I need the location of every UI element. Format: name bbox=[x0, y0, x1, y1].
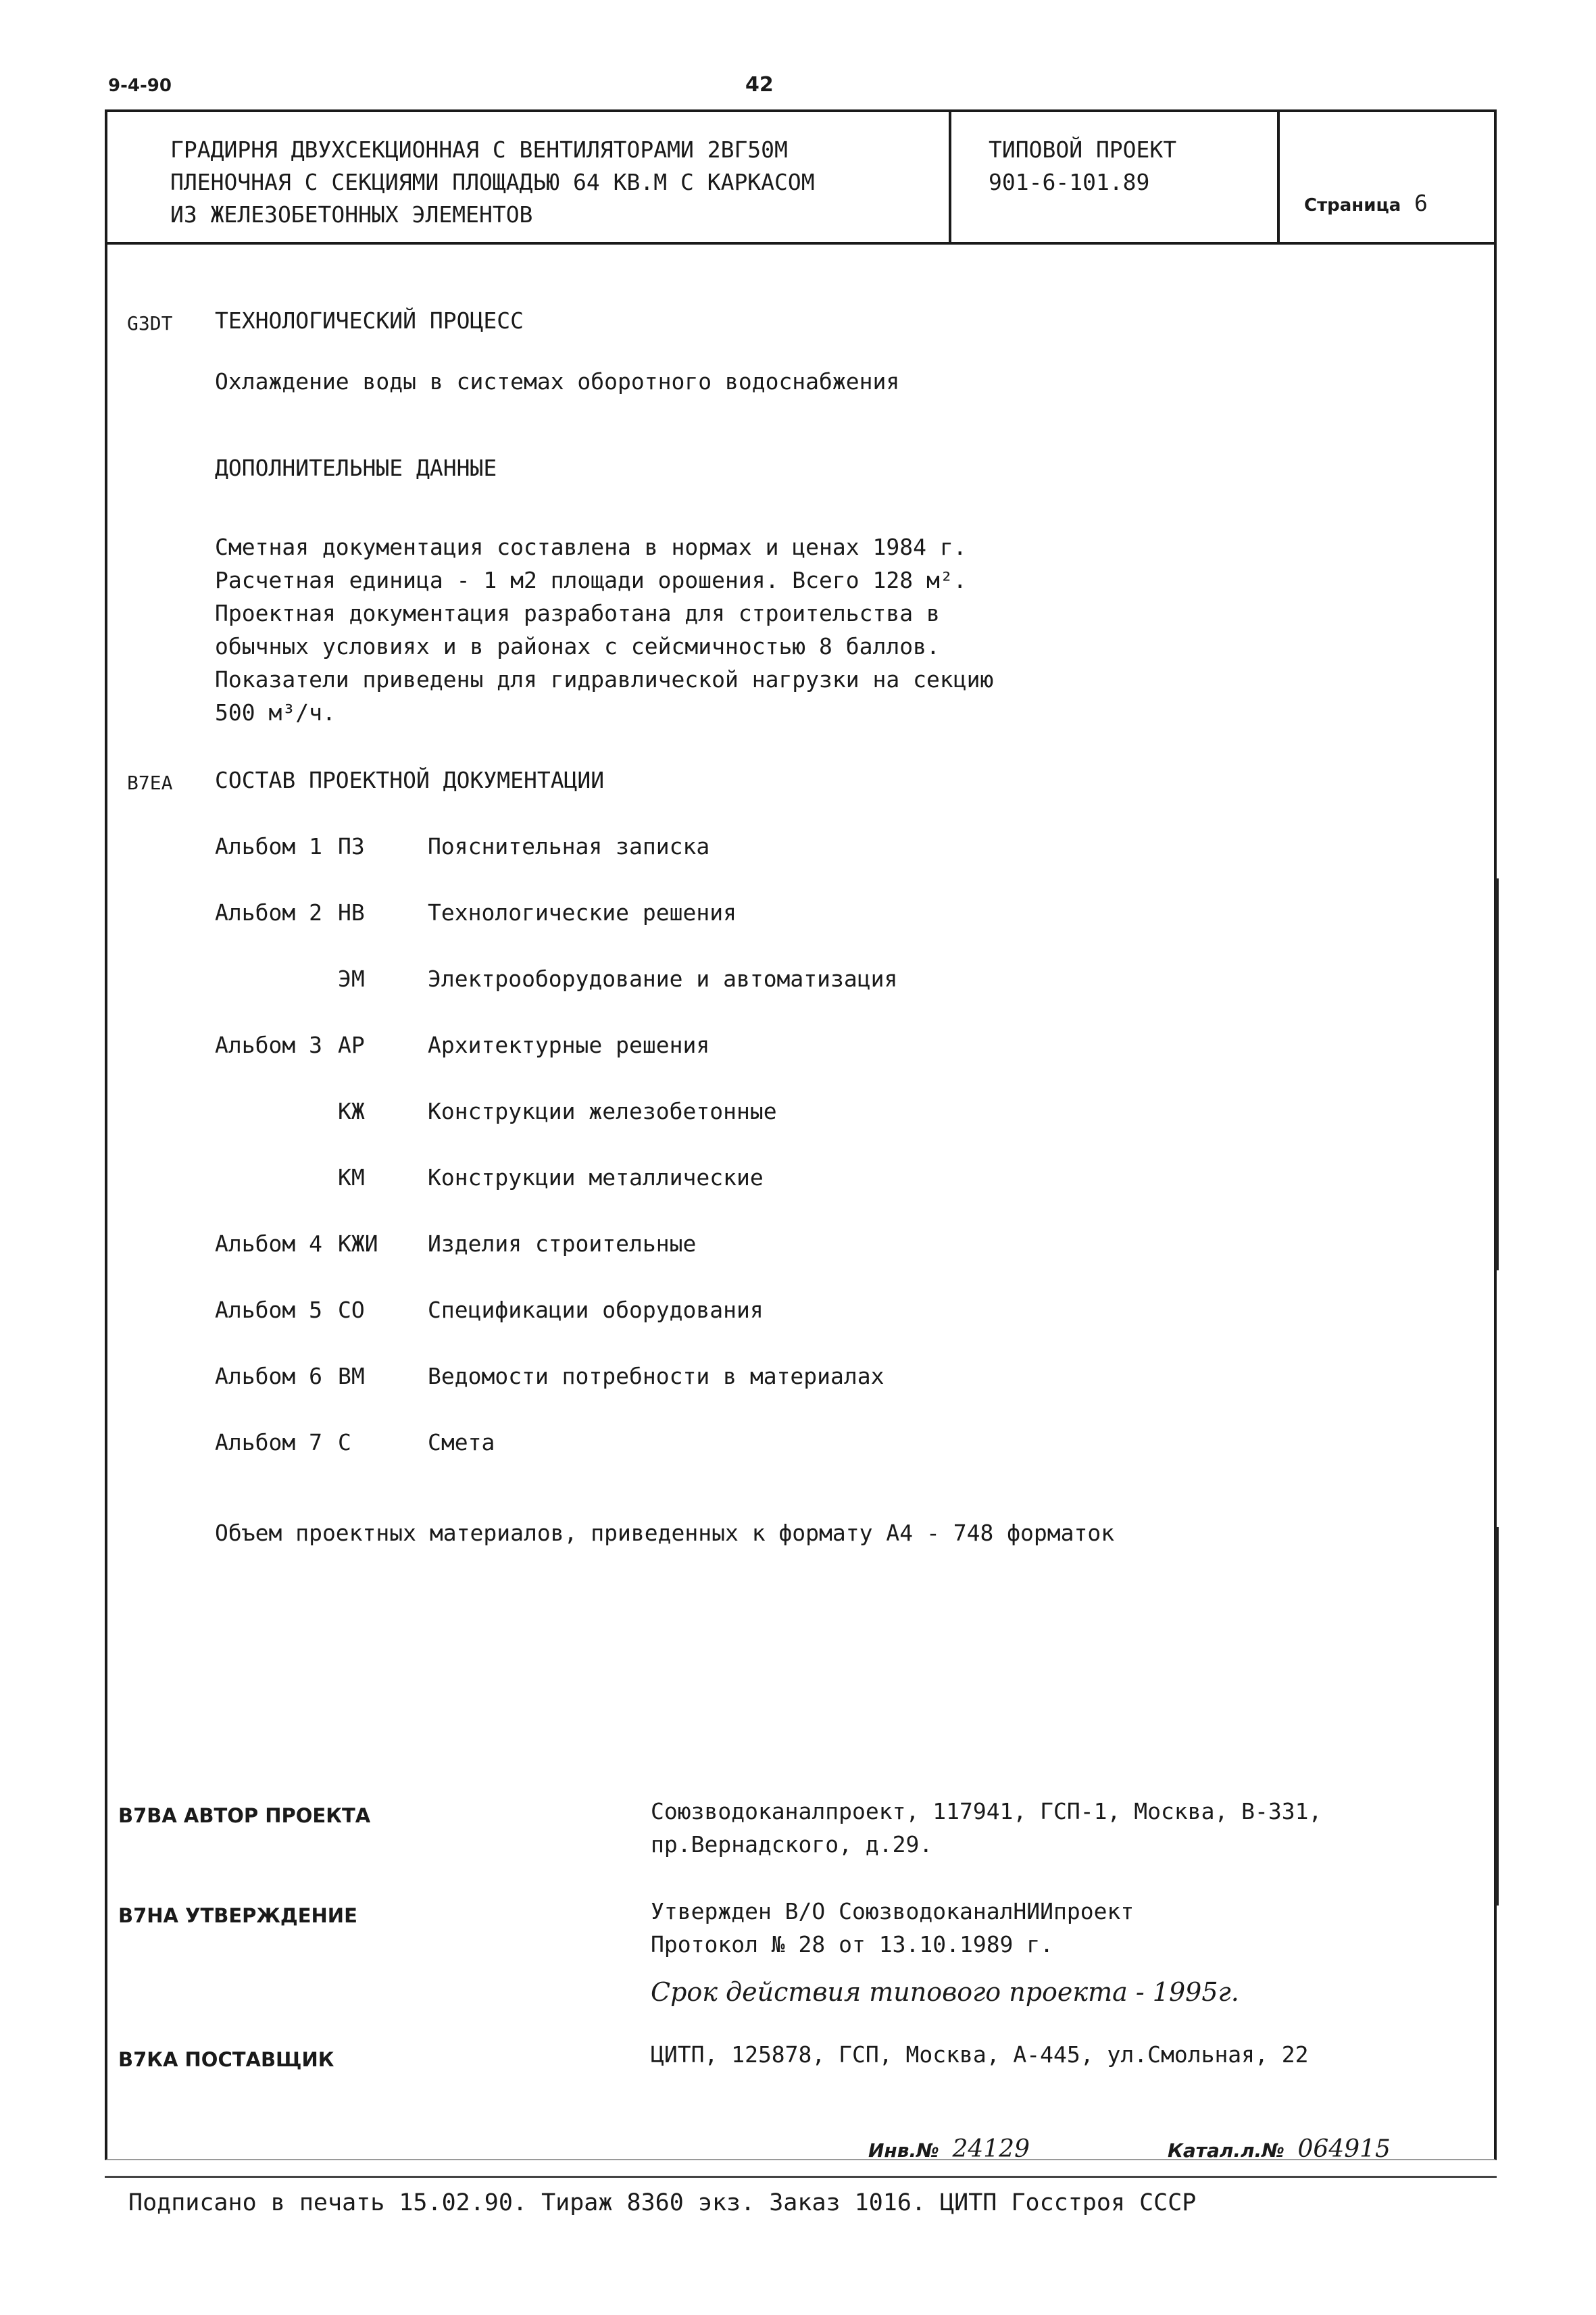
page-indicator bbox=[1304, 186, 1428, 220]
header-title bbox=[170, 134, 815, 231]
text-line: Расчетная единица - 1 м2 площади орошения. Всего 128 м². bbox=[215, 567, 967, 593]
album-name: Альбом 6 bbox=[215, 1363, 322, 1389]
album-title: Архитектурные решения bbox=[428, 1032, 710, 1058]
text-line: обычных условиях и в районах с сейсмичностью 8 баллов. bbox=[215, 633, 940, 659]
section-heading: СОСТАВ ПРОЕКТНОЙ ДОКУМЕНТАЦИИ bbox=[215, 767, 605, 793]
validity-note: Срок действия типового проекта - 1995г. bbox=[651, 1977, 1239, 2007]
album-code: АР bbox=[338, 1032, 365, 1058]
section-code: G3DT bbox=[127, 312, 173, 334]
supplier-text: ЦИТП, 125878, ГСП, Москва, А-445, ул.Смольная, 22 bbox=[651, 2041, 1309, 2068]
margin-mark bbox=[1495, 878, 1499, 1270]
text-line: Протокол № 28 от 13.10.1989 г. bbox=[651, 1931, 1054, 1958]
page-value: 6 bbox=[1414, 190, 1428, 216]
album-code: С bbox=[338, 1429, 351, 1455]
album-title: Ведомости потребности в материалах bbox=[428, 1363, 884, 1389]
inventory-value: 24129 bbox=[952, 2135, 1030, 2163]
album-name: Альбом 3 bbox=[215, 1032, 322, 1058]
print-date: 9-4-90 bbox=[108, 76, 172, 96]
header-title-line: ГРАДИРНЯ ДВУХСЕКЦИОННАЯ С ВЕНТИЛЯТОРАМИ 2ВГ50М bbox=[170, 136, 788, 163]
header-title-line: ПЛЕНОЧНАЯ С СЕКЦИЯМИ ПЛОЩАДЬЮ 64 КВ.М С КАРКАСОМ bbox=[170, 169, 815, 195]
supplier-label: В7КА ПОСТАВЩИК bbox=[118, 2048, 334, 2071]
catalog-number bbox=[1168, 2135, 1391, 2163]
text-line: Проектная документация разработана для строительства в bbox=[215, 600, 940, 626]
project-id bbox=[989, 134, 1176, 199]
section-heading: ТЕХНОЛОГИЧЕСКИЙ ПРОЦЕСС bbox=[215, 307, 524, 334]
album-title: Конструкции железобетонные bbox=[428, 1098, 777, 1124]
documentation-volume: Объем проектных материалов, приведенных к формату А4 - 748 форматок bbox=[215, 1520, 1115, 1546]
album-code: КЖИ bbox=[338, 1230, 378, 1257]
print-info: Подписано в печать 15.02.90. Тираж 8360 экз. Заказ 1016. ЦИТП Госстроя СССР bbox=[128, 2189, 1197, 2216]
album-title: Технологические решения bbox=[428, 899, 737, 926]
album-code: СО bbox=[338, 1297, 365, 1323]
catalog-value: 064915 bbox=[1297, 2135, 1391, 2163]
album-code: КЖ bbox=[338, 1098, 365, 1124]
album-name: Альбом 7 bbox=[215, 1429, 322, 1455]
catalog-label: Катал.л.№ bbox=[1168, 2139, 1285, 2162]
approval-label: В7НА УТВЕРЖДЕНИЕ bbox=[118, 1904, 357, 1927]
album-name: Альбом 5 bbox=[215, 1297, 322, 1323]
author-text bbox=[651, 1795, 1322, 1861]
header-title-line: ИЗ ЖЕЛЕЗОБЕТОННЫХ ЭЛЕМЕНТОВ bbox=[170, 201, 533, 228]
header-divider-2 bbox=[1277, 109, 1280, 245]
album-title: Электрооборудование и автоматизация bbox=[428, 966, 898, 992]
project-label: ТИПОВОЙ ПРОЕКТ bbox=[989, 136, 1177, 163]
text-line: Сметная документация составлена в нормах и ценах 1984 г. bbox=[215, 534, 967, 560]
album-title: Спецификации оборудования bbox=[428, 1297, 764, 1323]
album-code: ВМ bbox=[338, 1363, 365, 1389]
section-heading: ДОПОЛНИТЕЛЬНЫЕ ДАННЫЕ bbox=[215, 455, 497, 481]
text-line: Показатели приведены для гидравлической нагрузки на секцию bbox=[215, 666, 994, 693]
album-code: ПЗ bbox=[338, 833, 365, 860]
inventory-number bbox=[868, 2135, 1030, 2163]
text-line: пр.Вернадского, д.29. bbox=[651, 1831, 933, 1858]
album-title: Конструкции металлические bbox=[428, 1164, 764, 1191]
album-name: Альбом 2 bbox=[215, 899, 322, 926]
album-name: Альбом 4 bbox=[215, 1230, 322, 1257]
text-line: 500 м³/ч. bbox=[215, 699, 336, 726]
album-title: Изделия строительные bbox=[428, 1230, 697, 1257]
author-label: В7ВА АВТОР ПРОЕКТА bbox=[118, 1804, 371, 1827]
sheet-number: 42 bbox=[745, 73, 774, 97]
extra-text bbox=[215, 530, 993, 729]
album-name: Альбом 1 bbox=[215, 833, 322, 860]
tech-text: Охлаждение воды в системах оборотного водоснабжения bbox=[215, 368, 900, 395]
project-code: 901-6-101.89 bbox=[989, 169, 1150, 195]
text-line: Утвержден В/О СоюзводоканалНИИпроект bbox=[651, 1898, 1134, 1924]
album-title: Смета bbox=[428, 1429, 495, 1455]
header-divider-1 bbox=[949, 109, 951, 245]
approval-text bbox=[651, 1895, 1134, 1961]
inventory-label: Инв.№ bbox=[868, 2139, 939, 2162]
section-code: В7ЕА bbox=[127, 772, 173, 794]
album-code: ЭМ bbox=[338, 966, 365, 992]
footer-rule bbox=[105, 2176, 1497, 2178]
text-line: Союзводоканалпроект, 117941, ГСП-1, Москва, В-331, bbox=[651, 1798, 1322, 1824]
album-title: Пояснительная записка bbox=[428, 833, 710, 860]
margin-mark bbox=[1495, 1527, 1499, 1906]
album-code: НВ bbox=[338, 899, 365, 926]
album-code: КМ bbox=[338, 1164, 365, 1191]
page-label: Страница bbox=[1304, 195, 1401, 216]
